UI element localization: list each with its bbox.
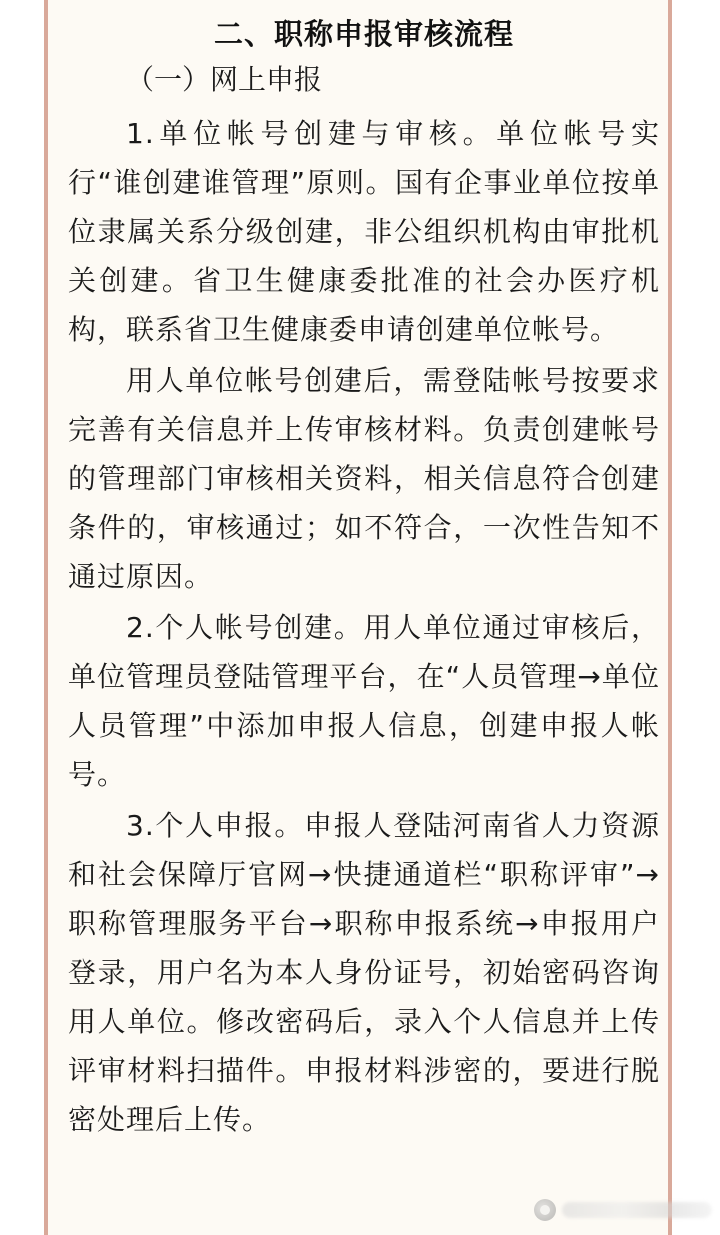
watermark <box>534 1199 712 1221</box>
section-title: 二、职称申报审核流程 <box>213 17 514 51</box>
subsection-heading: （一）网上申报 <box>126 63 323 96</box>
document-page <box>44 0 672 1235</box>
watermark-logo-icon <box>534 1199 556 1221</box>
paragraph-personal-application: 3.个人申报。申报人登陆河南省人力资源和社会保障厅官网→快捷通道栏“职称评审”→职称管理服务平台→职称申报系统→申报用户登录，用户名为本人身份证号，初始密码咨询用人单位。修改密码后，录入个人信息并上传评审材料扫描件。申报材料涉密的，要进行脱密处理后上传。 <box>68 809 660 1136</box>
paragraph-unit-account: 1.单位帐号创建与审核。单位帐号实行“谁创建谁管理”原则。国有企事业单位按单位隶属关系分级创建，非公组织机构由审批机关创建。省卫生健康委批准的社会办医疗机构，联系省卫生健康委申请创建单位帐号。 <box>68 117 660 346</box>
watermark-blurred-text <box>562 1202 712 1218</box>
document-content <box>68 14 660 1144</box>
paragraph-unit-account-review: 用人单位帐号创建后，需登陆帐号按要求完善有关信息并上传审核材料。负责创建帐号的管理部门审核相关资料，相关信息符合创建条件的，审核通过；如不符合，一次性告知不通过原因。 <box>68 364 660 593</box>
paragraph-personal-account: 2.个人帐号创建。用人单位通过审核后，单位管理员登陆管理平台，在“人员管理→单位人员管理”中添加申报人信息，创建申报人帐号。 <box>68 611 660 791</box>
